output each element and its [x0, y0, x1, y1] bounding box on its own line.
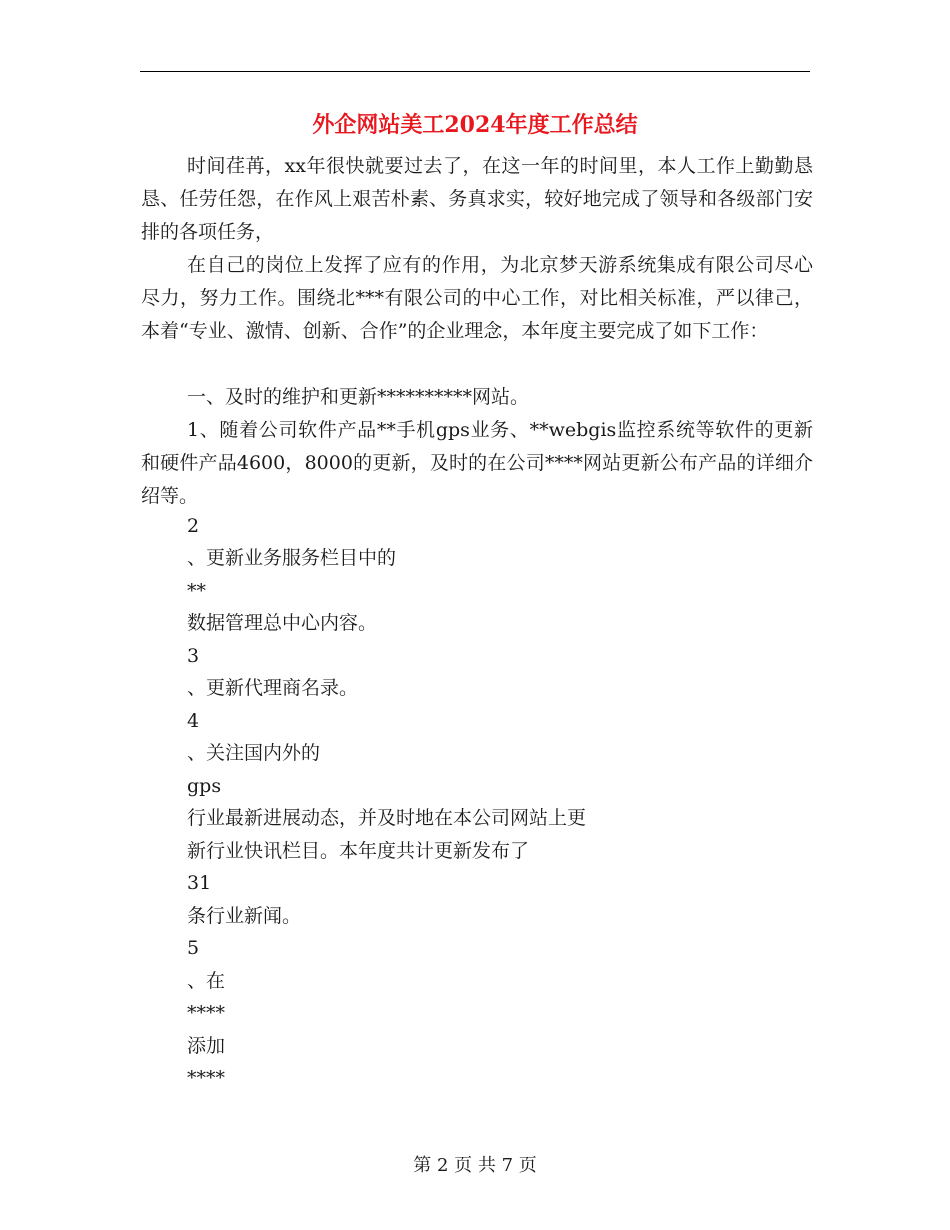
text-line: 、在 — [187, 970, 226, 992]
text-line: ** — [187, 580, 206, 602]
text-line: 、关注国内外的 — [187, 742, 321, 764]
text-line: 31 — [187, 872, 212, 894]
text-line: 行业最新进展动态，并及时地在本公司网站上更 — [187, 807, 587, 829]
text-line: 4 — [187, 710, 200, 732]
text-line: gps — [187, 775, 222, 797]
header-rule — [140, 71, 810, 72]
paragraph-item-1: 1、随着公司软件产品**手机gps业务、**webgis监控系统等软件的更新和硬件产品4600，8000的更新，及时的在公司****网站更新公布产品的详细介绍等。 — [141, 419, 813, 507]
text-line: **** — [187, 1067, 225, 1089]
paragraph-role: 在自己的岗位上发挥了应有的作用，为北京梦天游系统集成有限公司尽心尽力，努力工作。围绕北***有限公司的中心工作，对比相关标准，严以律己，本着“专业、激情、创新、合作”的企业理念，本年度主要完成了如下工作： — [141, 254, 813, 342]
text-line: 、更新业务服务栏目中的 — [187, 547, 397, 569]
text-line: 新行业快讯栏目。本年度共计更新发布了 — [187, 840, 530, 862]
text-line: 数据管理总中心内容。 — [187, 612, 378, 634]
text-line: 条行业新闻。 — [187, 905, 302, 927]
page-number: 第 2 页 共 7 页 — [413, 1155, 537, 1176]
text-line: 、更新代理商名录。 — [187, 677, 359, 699]
text-line: 添加 — [187, 1035, 226, 1057]
text-line: 3 — [187, 645, 200, 667]
paragraph-intro: 时间荏苒，xx年很快就要过去了，在这一年的时间里，本人工作上勤勤恳恳、任劳任怨，在作风上艰苦朴素、务真求实，较好地完成了领导和各级部门安排的各项任务， — [141, 155, 813, 243]
document-title: 外企网站美工2024年度工作总结 — [312, 112, 638, 138]
text-line: 5 — [187, 937, 200, 959]
text-line: **** — [187, 1002, 225, 1024]
section-heading-1: 一、及时的维护和更新**********网站。 — [187, 386, 530, 408]
text-line: 2 — [187, 515, 200, 537]
